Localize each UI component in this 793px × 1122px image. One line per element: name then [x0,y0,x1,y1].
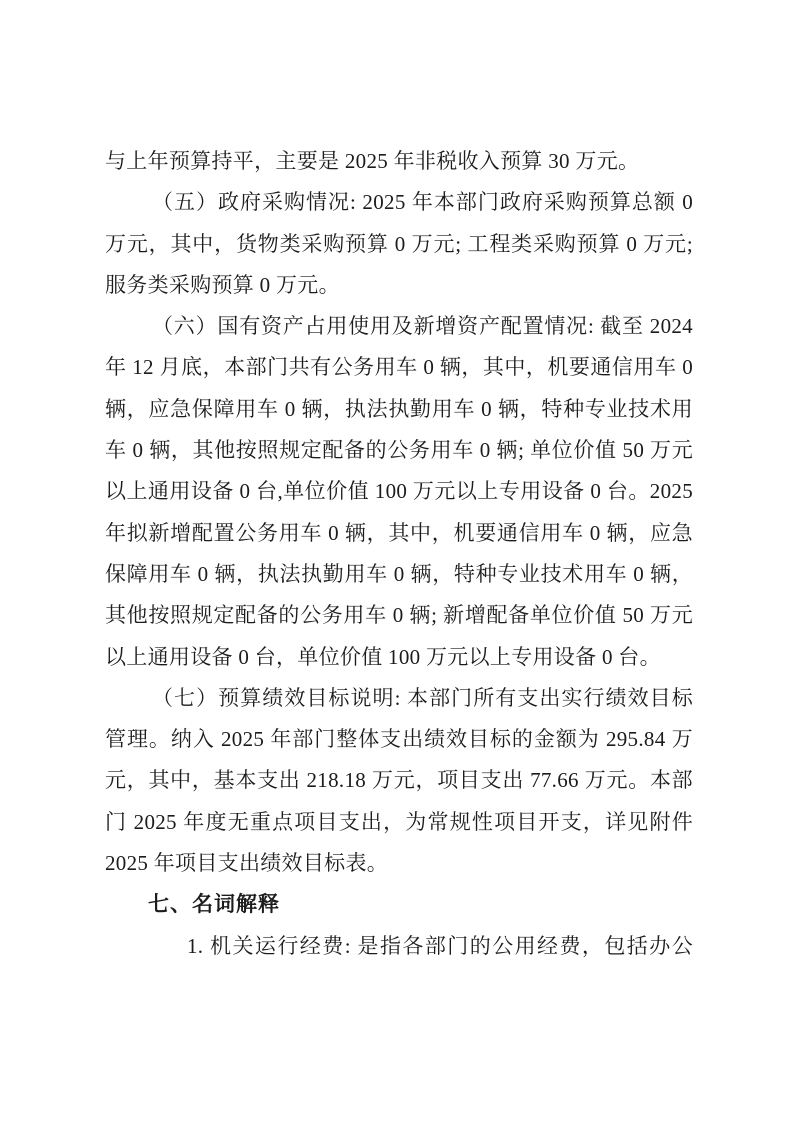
text-line: 门 2025 年度无重点项目支出，为常规性项目开支，详见附件 [105,809,693,834]
text-line: 辆，应急保障用车 0 辆，执法执勤用车 0 辆，特种专业技术用 [105,396,693,421]
text-line: 保障用车 0 辆，执法执勤用车 0 辆，特种专业技术用车 0 辆， [105,561,693,586]
text-line: 万元，其中，货物类采购预算 0 万元; 工程类采购预算 0 万元; [105,231,693,256]
text-line: 2025 年项目支出绩效目标表。 [105,851,389,876]
text-line: 以上通用设备 0 台，单位价值 100 万元以上专用设备 0 台。 [105,644,661,669]
text-line: 年拟新增配置公务用车 0 辆，其中，机要通信用车 0 辆，应急 [105,520,693,545]
text-line: 1. 机关运行经费: 是指各部门的公用经费，包括办公 [187,933,693,958]
text-line: （七）预算绩效目标说明: 本部门所有支出实行绩效目标 [152,685,693,710]
text-line: （六）国有资产占用使用及新增资产配置情况: 截至 2024 [152,314,693,339]
text-line: 与上年预算持平，主要是 2025 年非税收入预算 30 万元。 [105,149,640,173]
text-line: 元，其中，基本支出 218.18 万元，项目支出 77.66 万元。本部 [105,768,693,793]
text-line: 以上通用设备 0 台,单位价值 100 万元以上专用设备 0 台。2025 [105,479,693,504]
text-line: 管理。纳入 2025 年部门整体支出绩效目标的金额为 295.84 万 [105,727,693,752]
text-line: 其他按照规定配备的公务用车 0 辆; 新增配备单位价值 50 万元 [105,603,693,628]
text-line: 车 0 辆，其他按照规定配备的公务用车 0 辆; 单位价值 50 万元 [105,438,693,463]
document-body [105,141,693,967]
text-line: （五）政府采购情况: 2025 年本部门政府采购预算总额 0 [152,190,693,215]
section-heading: 七、名词解释 [148,893,280,917]
text-line: 服务类采购预算 0 万元。 [105,272,340,297]
text-line: 年 12 月底，本部门共有公务用车 0 辆，其中，机要通信用车 0 [105,355,693,380]
